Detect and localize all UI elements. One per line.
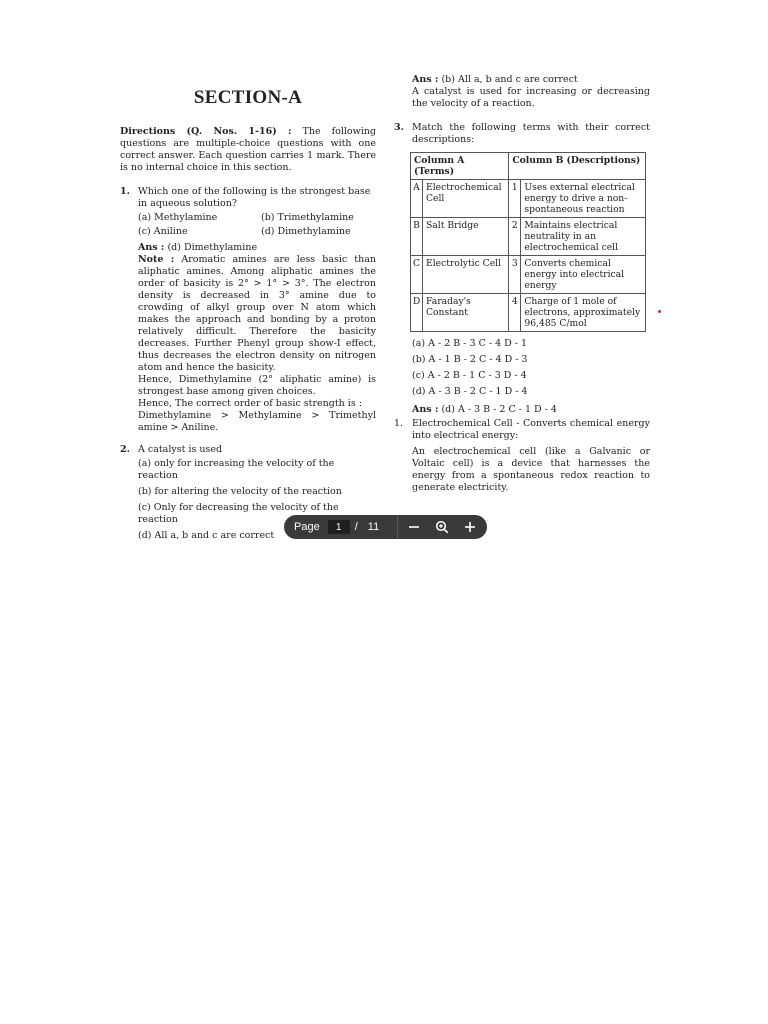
section-title: SECTION-A: [193, 87, 303, 108]
red-dot-mark: [658, 310, 661, 313]
match-table: [410, 152, 646, 332]
row-term: Faraday's Constant: [423, 294, 509, 332]
row-term: Salt Bridge: [423, 218, 509, 256]
total-pages: 11: [367, 521, 380, 533]
question-number: 3.: [394, 122, 404, 133]
answer-label: Ans :: [412, 74, 439, 85]
right-column: [394, 74, 650, 504]
row-key: C: [411, 256, 423, 294]
row-description: Charge of 1 mole of electrons, approximately 96,485 C/mol: [521, 294, 646, 332]
note-text: Aromatic amines are less basic than aliphatic amines. Among aliphatic amines the order of basicity is 2° > 1° > 3°. The electron density is decreased in 3° amine due to crowding of alkyl group over N atom which makes the approach and bonding by a proton relatively difficult. Therefore the basicity decreases. Further Phenyl group show-I effect, thus decreases the electron density on nitrogen atom and hence the basicity.: [138, 254, 376, 373]
answer: [412, 404, 650, 416]
row-term: Electrochemical Cell: [423, 180, 509, 218]
row-description: Uses external electrical energy to drive a non-spontaneous reaction: [521, 180, 646, 218]
row-key: B: [411, 218, 423, 256]
table-header-row: [411, 153, 646, 180]
zoom-in-button[interactable]: [456, 515, 484, 539]
table-row: [411, 180, 646, 218]
row-description: Converts chemical energy into electrical energy: [521, 256, 646, 294]
row-number: 2: [509, 218, 521, 256]
page-number-input[interactable]: [328, 520, 350, 534]
hence-1: Hence, Dimethylamine (2° aliphatic amine) is strongest base among given choices.: [138, 374, 376, 397]
option-d: (d) Dimethylamine: [261, 226, 351, 237]
table-row: [411, 218, 646, 256]
option-b: (b) for altering the velocity of the reaction: [138, 486, 342, 497]
question-3: [394, 122, 650, 494]
directions: [120, 126, 376, 174]
row-term: Electrolytic Cell: [423, 256, 509, 294]
option-c: (c) Aniline: [138, 226, 188, 237]
toolbar-divider: [397, 515, 398, 539]
explanation-heading: Electrochemical Cell - Converts chemical energy into electrical energy:: [412, 418, 650, 441]
option-a: (a) Methylamine: [138, 212, 218, 223]
question-text: Match the following terms with their correct descriptions:: [412, 122, 650, 145]
page-separator: /: [354, 521, 358, 533]
option-a: (a) only for increasing the velocity of the reaction: [138, 458, 335, 481]
table-row: [411, 256, 646, 294]
question-number: 1.: [120, 186, 130, 197]
question-1: [120, 186, 376, 434]
left-column: [120, 80, 376, 556]
answer-label: Ans :: [412, 404, 439, 415]
zoom-button[interactable]: [428, 515, 456, 539]
option-d: (d) All a, b and c are correct: [138, 530, 275, 541]
row-number: 4: [509, 294, 521, 332]
table-row: [411, 294, 646, 332]
directions-label: Directions (Q. Nos. 1-16) :: [120, 126, 292, 137]
column-a-header: Column A (Terms): [411, 153, 509, 180]
row-number: 1: [509, 180, 521, 218]
page-label: Page: [294, 521, 320, 533]
minus-icon: [408, 521, 420, 533]
row-description: Maintains electrical neutrality in an electrochemical cell: [521, 218, 646, 256]
basic-order: Dimethylamine > Methylamine > Trimethyl amine > Aniline.: [138, 410, 376, 433]
answer: [138, 242, 376, 254]
zoom-out-button[interactable]: [400, 515, 428, 539]
note-label: Note :: [138, 254, 175, 265]
question-2-answer: [412, 74, 650, 110]
answer: [412, 74, 650, 86]
option-d: (d) A - 3 B - 2 C - 1 D - 4: [412, 386, 528, 397]
option-a: (a) A - 2 B - 3 C - 4 D - 1: [412, 338, 528, 349]
explanation-body: An electrochemical cell (like a Galvanic or Voltaic cell) is a device that harnesses the energy from a spontaneous redox reaction to generate electricity.: [412, 446, 650, 493]
options: [412, 338, 650, 398]
answer-value: (d) Dimethylamine: [164, 242, 258, 253]
zoom-icon: [435, 520, 449, 534]
question-text: Which one of the following is the strongest base in aqueous solution?: [138, 186, 371, 209]
option-b: (b) Trimethylamine: [261, 212, 354, 223]
answer-value: (b) All a, b and c are correct: [438, 74, 578, 85]
question-text: A catalyst is used: [138, 444, 223, 455]
answer-value: (d) A - 3 B - 2 C - 1 D - 4: [438, 404, 557, 415]
row-key: A: [411, 180, 423, 218]
column-b-header: Column B (Descriptions): [509, 153, 646, 180]
directions-text: The following questions are multiple-choice questions with one correct answer. Each question carries 1 mark. There is no internal choice in this section.: [120, 126, 376, 173]
question-number: 2.: [120, 444, 130, 455]
options: [138, 212, 376, 238]
page-toolbar: [284, 515, 487, 539]
note: [138, 254, 376, 374]
option-b: (b) A - 1 B - 2 C - 4 D - 3: [412, 354, 528, 365]
option-c: (c) Only for decreasing the velocity of the reaction: [138, 502, 339, 525]
answer-label: Ans :: [138, 242, 165, 253]
hence-2: Hence, The correct order of basic strength is :: [138, 398, 362, 409]
option-c: (c) A - 2 B - 1 C - 3 D - 4: [412, 370, 527, 381]
row-number: 3: [509, 256, 521, 294]
explanation-number: 1.: [394, 418, 404, 429]
explanation: [394, 418, 650, 494]
answer-explanation: A catalyst is used for increasing or decreasing the velocity of a reaction.: [412, 86, 650, 109]
row-key: D: [411, 294, 423, 332]
plus-icon: [464, 521, 476, 533]
